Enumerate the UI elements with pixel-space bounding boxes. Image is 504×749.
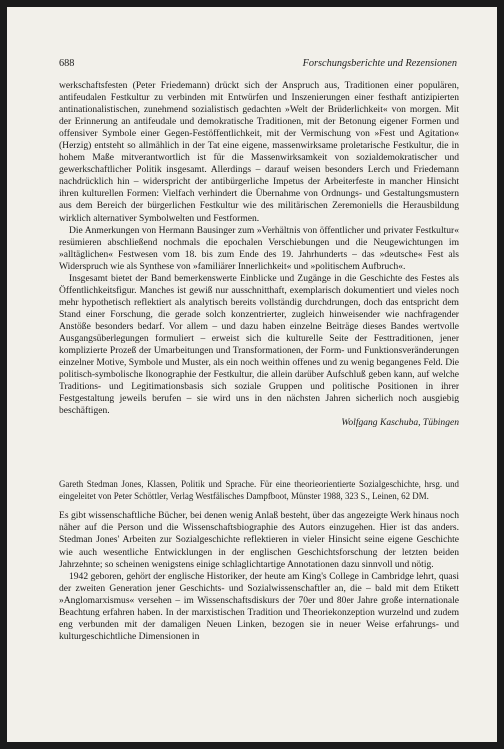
review2-paragraph-1: Es gibt wissenschaftliche Bücher, bei denen wenig Anlaß besteht, über das angezeigte Werk hinaus noch näher auf die Person und die Wissenschaftsbiographie des Autors einzugehen. Hier ist das anders. Stedman Jones' Arbeiten zur Sozialgeschichte reflektieren in vieler Hinsicht seine eigene Geschichte wie auch wesentliche Entwicklungen in der englischen Geschichtsforschung der letzten beiden Jahrzehnte; so scheinen wenigstens einige schlaglichtartige Annotationen dazu sinnvoll und nötig. — [59, 510, 459, 570]
review1-signature: Wolfgang Kaschuba, Tübingen — [341, 417, 459, 429]
bibliography-spacer — [59, 502, 459, 510]
review1-paragraph-3: Insgesamt bietet der Band bemerkenswerte Einblicke und Zugänge in die Geschichte des Festes als Öffentlichkeitsfigur. Manches ist gewiß nur ausschnitthaft, exemplarisch dokumentiert und vieles noch mehr hypothetisch reflektiert als analytisch bereits vollständig durchdrungen, doch das entspricht dem Stand einer Forschung, die gerade solch konzentrierter, zugleich hinweisender wie nachfragender Anstöße besonders bedarf. Vor allem – und dazu haben einzelne Beiträge dieses Bandes wertvolle Ausgangsüberlegungen formuliert – erweist sich die kulturelle Seite der Festtraditionen, jener komplizierte Prozeß der Umarbeitungen und Transformationen, der Form- und Funktionsveränderungen einzelner Motive, Symbole und Muster, als ein noch weithin offenes und zu wenig begangenes Feld. Die politisch-symbolische Ikonographie der Festkultur, die allein darüber Aufschluß geben kann, auf welche Traditions- und Legitimationsbasis sich soziale Gruppen und politische Positionen in ihrer Festgestaltung jeweils berufen – sie wird uns in den nächsten Jahren sicherlich noch ausgiebig beschäftigen. — [59, 272, 459, 417]
page-number: 688 — [59, 58, 75, 69]
review1-paragraph-1: werkschaftsfesten (Peter Friedemann) drückt sich der Anspruch aus, Traditionen einer populären, antifeudalen Festkultur zu verbinden mit Entwürfen und Inszenierungen einer festhaft antizipierten antinationalistischen, zunehmend sozialistisch gedachten »Welt der Brüderlichkeit« von morgen. Mit der Erinnerung an antifeudale und demokratische Traditionen, mit der Betonung eigener Formen und offensiver Symbole einer Gegen-Festöffentlichkeit, mit der Vermischung von »Fest und Agitation« (Herzig) entsteht so allmählich in der Tat eine eigene, massenwirksame proletarische Festkultur, die in hohem Maße mitverantwortlich ist für die Massenwirksamkeit von sozialdemokratischer und gewerkschaftlicher Politik insgesamt. Allerdings – darauf weisen besonders Lerch und Friedemann nachdrücklich hin – widerspricht der antibürgerliche Impetus der Arbeiterfeste in mancher Hinsicht ihren kulturellen Formen: Vielfach verhindert die Übernahme von Ordnungs- und Gestaltungsmustern aus dem Bereich der bürgerlichen Festkultur wie des militärischen Zeremoniells die Herausbildung wirklich alternativer Symbolwelten und Festformen. — [59, 80, 459, 224]
page-body — [59, 80, 459, 643]
review1-paragraph-2: Die Anmerkungen von Hermann Bausinger zum »Verhältnis von öffentlicher und privater Festkultur« resümieren abschließend nochmals die epochalen Verschiebungen und die Neugewichtungen im »alltäglichen« Festwesen vom 18. bis zum Ende des 19. Jahrhunderts – das »deutsche« Fest als Widerspruch wie als Synthese von »familiärer Innerlichkeit« und »politischem Aufbruch«. — [59, 224, 459, 272]
page-header — [59, 58, 457, 72]
running-title: Forschungsberichte und Rezensionen — [302, 58, 457, 69]
review2-bibliography: Gareth Stedman Jones, Klassen, Politik und Sprache. Für eine theorieorientierte Sozialgeschichte, hrsg. und eingeleitet von Peter Schöttler, Verlag Westfälisches Dampfboot, Münster 1988, 323 S., Leinen, 62 DM. — [59, 479, 459, 501]
review2-paragraph-2: 1942 geboren, gehört der englische Historiker, der heute am King's College in Cambridge lehrt, quasi der zweiten Generation jener Geschichts- und Sozialwissenschaftler an, die – bald mit dem Etikett »Anglomarxismus« versehen – im Wissenschaftsdiskurs der 70er und 80er Jahre große internationale Beachtung erfahren haben. In der marxistischen Tradition und Theoriekonzeption wurzelnd und zudem eng verbunden mit der damaligen Neuen Linken, bezogen sie in neuer Weise erfahrungs- und kulturgeschichtliche Dimensionen in — [59, 570, 459, 642]
journal-page — [7, 7, 497, 742]
section-spacer — [59, 429, 459, 479]
